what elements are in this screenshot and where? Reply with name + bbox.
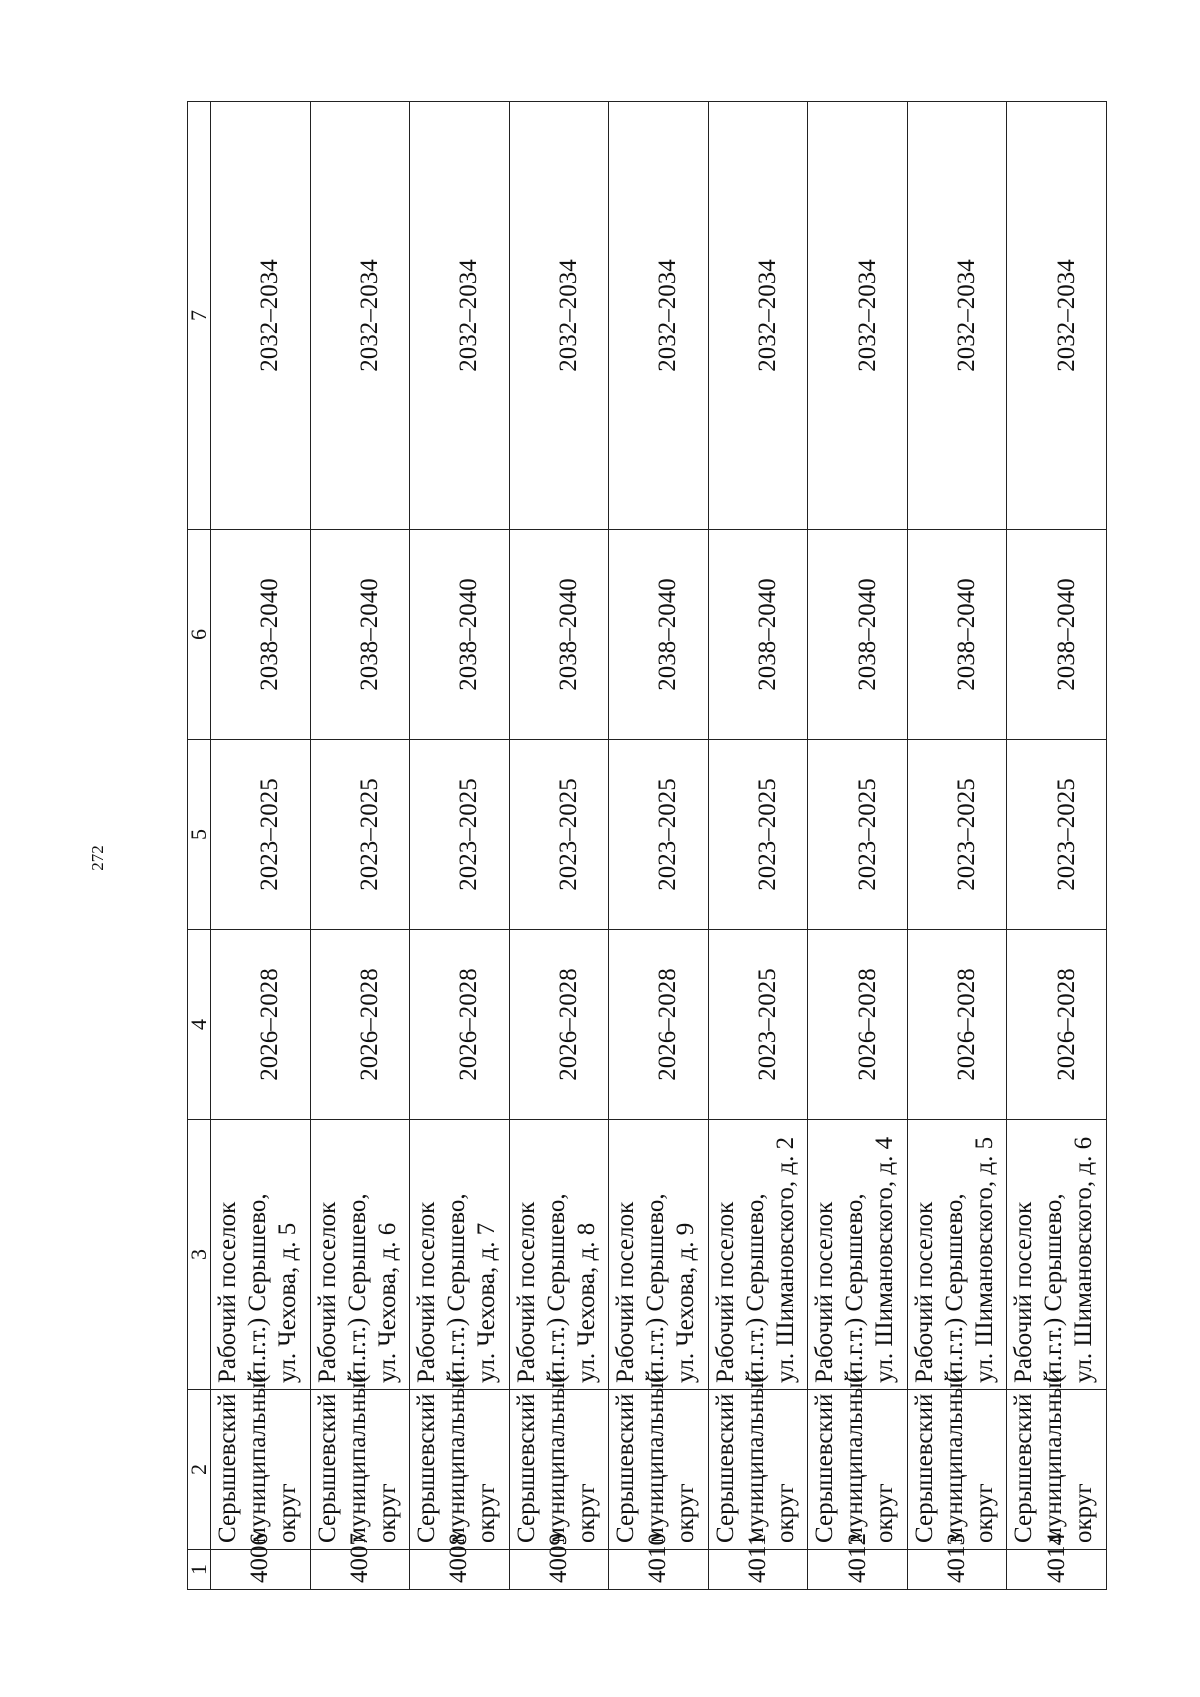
period-value: 2038–2040 xyxy=(355,578,383,691)
column-header: 4 xyxy=(188,930,211,1120)
district-line: Серышевский xyxy=(711,1393,739,1543)
district-line: Серышевский xyxy=(811,1393,839,1543)
period-cell-c5 xyxy=(410,740,510,930)
period-value: 2026–2028 xyxy=(256,968,284,1081)
address-cell xyxy=(509,1120,609,1390)
address-line: (п.г.т.) Серышево, xyxy=(244,1193,271,1383)
district-line: округ xyxy=(672,1483,700,1543)
address-line: (п.г.т.) Серышево, xyxy=(443,1193,471,1383)
address-line: Рабочий поселок xyxy=(313,1201,341,1383)
period-value: 2026–2028 xyxy=(953,968,981,1081)
period-value: 2038–2040 xyxy=(754,578,781,691)
district-cell xyxy=(509,1369,609,1550)
district-line: Серышевский xyxy=(910,1393,938,1543)
column-header: 2 xyxy=(188,1390,211,1550)
period-cell-c7 xyxy=(1007,102,1107,530)
district-cell xyxy=(907,1369,1007,1550)
period-value: 2026–2028 xyxy=(853,968,881,1081)
period-value: 2032–2034 xyxy=(754,259,781,372)
period-cell-c6 xyxy=(609,530,709,740)
period-value: 2023–2025 xyxy=(953,778,981,891)
period-cell-c5 xyxy=(808,740,908,930)
district-line: Серышевский xyxy=(1010,1393,1038,1543)
data-table xyxy=(187,101,1107,1590)
row-number-cell: 4007 xyxy=(310,1550,410,1590)
period-value: 2032–2034 xyxy=(1052,259,1080,372)
table-row xyxy=(211,102,311,1590)
row-number-cell: 4013 xyxy=(907,1550,1007,1590)
table-row xyxy=(509,102,609,1590)
table-row xyxy=(1007,102,1107,1590)
address-line: Рабочий поселок xyxy=(910,1201,938,1383)
period-cell-c6 xyxy=(808,530,908,740)
period-cell-c4 xyxy=(907,930,1007,1120)
column-header: 7 xyxy=(188,102,211,530)
period-value: 2023–2025 xyxy=(654,778,682,891)
period-cell-c5 xyxy=(211,740,311,930)
column-header: 1 xyxy=(188,1550,211,1590)
period-cell-c7 xyxy=(907,102,1007,530)
row-number-cell: 4008 xyxy=(410,1550,510,1590)
row-number-cell: 4012 xyxy=(808,1550,908,1590)
column-header: 6 xyxy=(188,530,211,740)
address-line: Рабочий поселок xyxy=(413,1201,441,1383)
address-line: ул. Шимановского, д. 4 xyxy=(871,1136,899,1383)
district-line: муниципальный xyxy=(940,1369,968,1543)
address-line: (п.г.т.) Серышево, xyxy=(940,1193,968,1383)
period-value: 2026–2028 xyxy=(355,968,383,1081)
address-cell xyxy=(1007,1120,1107,1390)
period-cell-c4 xyxy=(310,930,410,1120)
address-cell xyxy=(609,1120,709,1390)
period-cell-c7 xyxy=(808,102,908,530)
address-line: (п.г.т.) Серышево, xyxy=(642,1193,670,1383)
period-cell-c4 xyxy=(609,930,709,1120)
address-line: ул. Шимановского, д. 2 xyxy=(771,1136,799,1383)
address-cell xyxy=(211,1120,311,1390)
period-cell-c5 xyxy=(708,740,808,930)
period-cell-c6 xyxy=(509,530,609,740)
district-line: муниципальный xyxy=(841,1369,869,1543)
address-line: (п.г.т.) Серышево, xyxy=(841,1193,869,1383)
district-cell xyxy=(211,1369,311,1550)
period-value: 2038–2040 xyxy=(853,578,881,691)
column-header: 3 xyxy=(188,1120,211,1390)
period-value: 2026–2028 xyxy=(554,968,582,1081)
period-value: 2023–2025 xyxy=(256,778,284,891)
period-value: 2023–2025 xyxy=(853,778,881,891)
period-cell-c5 xyxy=(509,740,609,930)
address-line: ул. Чехова, д. 8 xyxy=(572,1222,600,1383)
address-line: ул. Чехова, д. 9 xyxy=(672,1222,700,1383)
period-value: 2038–2040 xyxy=(256,578,284,691)
address-cell xyxy=(410,1120,510,1390)
district-line: муниципальный xyxy=(343,1369,371,1543)
district-line: муниципальный xyxy=(642,1369,670,1543)
address-line: Рабочий поселок xyxy=(1010,1201,1038,1383)
district-cell xyxy=(410,1369,510,1550)
district-line: Серышевский xyxy=(413,1393,441,1543)
address-line: ул. Шимановского, д. 6 xyxy=(1070,1136,1098,1383)
period-value: 2032–2034 xyxy=(853,259,881,372)
district-cell xyxy=(1007,1369,1107,1550)
row-number-cell: 4006 xyxy=(211,1550,311,1590)
period-cell-c5 xyxy=(609,740,709,930)
table-row xyxy=(808,102,908,1590)
address-line: ул. Чехова, д. 5 xyxy=(274,1222,301,1383)
period-value: 2038–2040 xyxy=(554,578,582,691)
row-number-cell: 4014 xyxy=(1007,1550,1107,1590)
period-cell-c7 xyxy=(211,102,311,530)
period-value: 2026–2028 xyxy=(1052,968,1080,1081)
period-cell-c7 xyxy=(609,102,709,530)
district-line: округ xyxy=(572,1483,600,1543)
district-line: Серышевский xyxy=(313,1393,341,1543)
district-line: округ xyxy=(771,1483,799,1543)
district-line: округ xyxy=(871,1483,899,1543)
period-value: 2026–2028 xyxy=(455,968,483,1081)
address-line: Рабочий поселок xyxy=(512,1201,540,1383)
period-value: 2023–2025 xyxy=(754,778,781,891)
period-cell-c5 xyxy=(1007,740,1107,930)
address-line: (п.г.т.) Серышево, xyxy=(343,1193,371,1383)
period-cell-c5 xyxy=(310,740,410,930)
address-line: ул. Чехова, д. 6 xyxy=(373,1222,401,1383)
period-value: 2038–2040 xyxy=(455,578,483,691)
period-cell-c4 xyxy=(410,930,510,1120)
period-value: 2032–2034 xyxy=(256,259,284,372)
district-line: Серышевский xyxy=(612,1393,640,1543)
district-line: муниципальный xyxy=(244,1369,271,1543)
district-line: муниципальный xyxy=(542,1369,570,1543)
period-value: 2023–2025 xyxy=(554,778,582,891)
period-cell-c7 xyxy=(509,102,609,530)
address-line: ул. Чехова, д. 7 xyxy=(473,1222,501,1383)
period-value: 2026–2028 xyxy=(654,968,682,1081)
table-row xyxy=(310,102,410,1590)
period-cell-c6 xyxy=(211,530,311,740)
period-cell-c4 xyxy=(708,930,808,1120)
period-cell-c7 xyxy=(410,102,510,530)
district-line: округ xyxy=(1070,1483,1098,1543)
district-line: округ xyxy=(373,1483,401,1543)
period-cell-c4 xyxy=(211,930,311,1120)
period-cell-c6 xyxy=(1007,530,1107,740)
period-value: 2023–2025 xyxy=(455,778,483,891)
period-value: 2038–2040 xyxy=(953,578,981,691)
address-cell xyxy=(708,1120,808,1390)
period-cell-c7 xyxy=(310,102,410,530)
rotated-table-container xyxy=(187,102,1107,1590)
district-line: муниципальный xyxy=(741,1369,769,1543)
table-row xyxy=(907,102,1007,1590)
address-line: Рабочий поселок xyxy=(214,1201,241,1383)
header-row xyxy=(188,102,211,1590)
address-line: (п.г.т.) Серышево, xyxy=(1040,1193,1068,1383)
period-value: 2032–2034 xyxy=(554,259,582,372)
address-line: (п.г.т.) Серышево, xyxy=(741,1193,769,1383)
period-value: 2023–2025 xyxy=(355,778,383,891)
period-value: 2038–2040 xyxy=(1052,578,1080,691)
district-cell xyxy=(708,1369,808,1550)
column-header: 5 xyxy=(188,740,211,930)
period-cell-c6 xyxy=(410,530,510,740)
table-row xyxy=(609,102,709,1590)
period-cell-c4 xyxy=(808,930,908,1120)
period-value: 2032–2034 xyxy=(355,259,383,372)
period-value: 2023–2025 xyxy=(754,968,781,1081)
district-line: округ xyxy=(970,1483,998,1543)
address-line: ул. Шимановского, д. 5 xyxy=(970,1136,998,1383)
page-number: 272 xyxy=(88,845,107,871)
row-number-cell: 4010 xyxy=(609,1550,709,1590)
address-line: Рабочий поселок xyxy=(711,1201,739,1383)
district-line: округ xyxy=(473,1483,501,1543)
period-cell-c6 xyxy=(907,530,1007,740)
district-cell xyxy=(609,1369,709,1550)
period-cell-c4 xyxy=(1007,930,1107,1120)
table-body xyxy=(211,102,1107,1590)
district-cell xyxy=(808,1369,908,1550)
address-line: (п.г.т.) Серышево, xyxy=(542,1193,570,1383)
district-line: Серышевский xyxy=(512,1393,540,1543)
table-row xyxy=(410,102,510,1590)
period-cell-c4 xyxy=(509,930,609,1120)
district-cell xyxy=(310,1369,410,1550)
district-line: муниципальный xyxy=(443,1369,471,1543)
row-number-cell: 4009 xyxy=(509,1550,609,1590)
period-cell-c7 xyxy=(708,102,808,530)
period-value: 2023–2025 xyxy=(1052,778,1080,891)
period-value: 2032–2034 xyxy=(654,259,682,372)
address-cell xyxy=(808,1120,908,1390)
address-cell xyxy=(907,1120,1007,1390)
period-value: 2038–2040 xyxy=(654,578,682,691)
period-cell-c5 xyxy=(907,740,1007,930)
district-line: муниципальный xyxy=(1040,1369,1068,1543)
district-line: Серышевский xyxy=(214,1393,241,1543)
period-value: 2032–2034 xyxy=(953,259,981,372)
address-line: Рабочий поселок xyxy=(612,1201,640,1383)
period-cell-c6 xyxy=(310,530,410,740)
period-value: 2032–2034 xyxy=(455,259,483,372)
table-row xyxy=(708,102,808,1590)
address-line: Рабочий поселок xyxy=(811,1201,839,1383)
address-cell xyxy=(310,1120,410,1390)
district-line: округ xyxy=(274,1483,301,1543)
row-number-cell: 4011 xyxy=(708,1550,808,1590)
period-cell-c6 xyxy=(708,530,808,740)
